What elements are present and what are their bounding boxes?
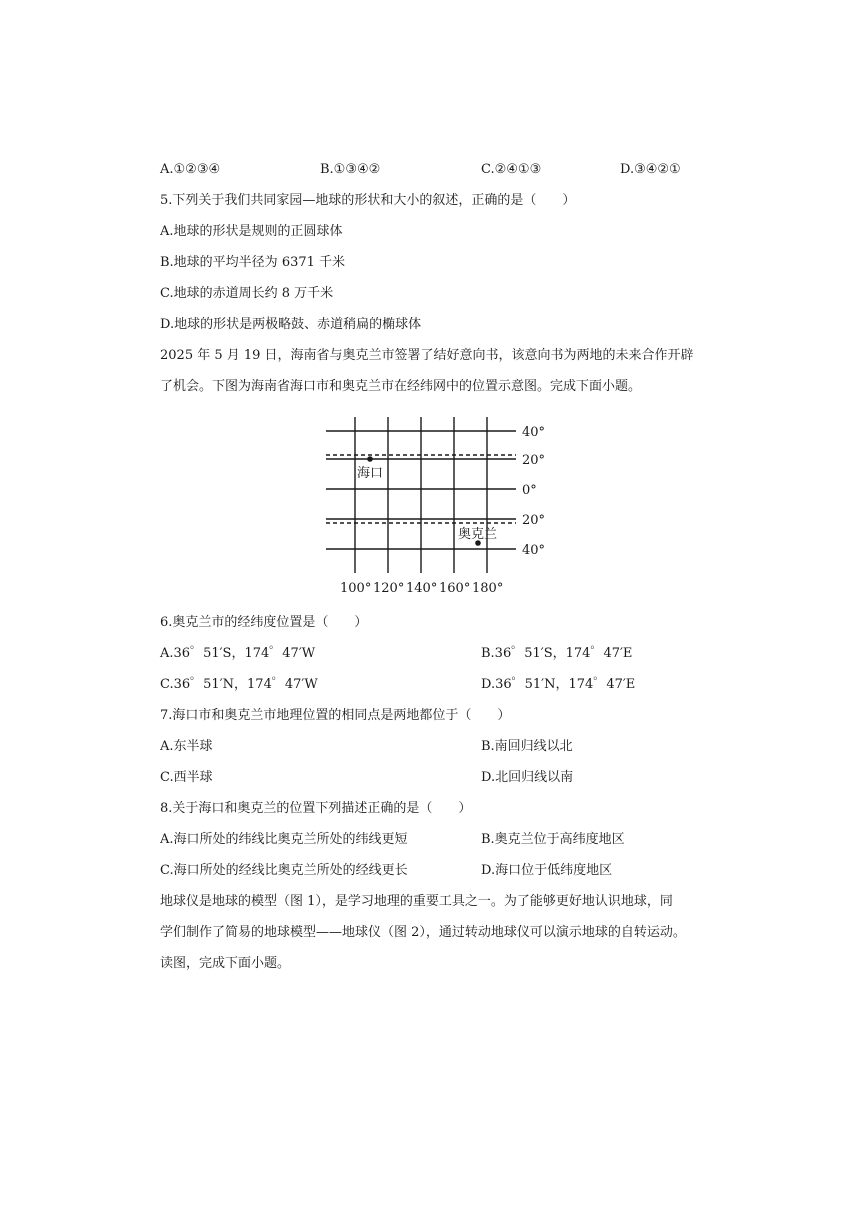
lon-label-100: 100°	[340, 581, 372, 596]
q7-option-b: B.南回归线以北	[481, 739, 573, 754]
lat-lon-grid-map	[318, 413, 558, 598]
q7-option-c: C.西半球	[160, 770, 213, 785]
lon-label-160: 160°	[439, 581, 471, 596]
q8-option-c: C.海口所处的经线比奥克兰所处的经线更长	[160, 863, 408, 878]
lon-label-140: 140°	[406, 581, 438, 596]
q8-stem: 8.关于海口和奥克兰的位置下列描述正确的是（ ）	[160, 801, 472, 816]
q4-option-b: B.①③④②	[320, 162, 381, 177]
lat-label-40n: 40°	[522, 425, 546, 440]
lat-label-40s: 40°	[522, 543, 546, 558]
q5-option-a: A.地球的形状是规则的正圆球体	[160, 224, 343, 239]
q5-option-c: C.地球的赤道周长约 8 万千米	[160, 286, 334, 301]
haikou-label: 海口	[357, 466, 384, 481]
q4-option-d: D.③④②①	[620, 162, 681, 177]
lat-label-20s: 20°	[522, 513, 546, 528]
auckland-label: 奥克兰	[458, 527, 498, 542]
q5-option-d: D.地球的形状是两极略鼓、赤道稍扁的椭球体	[160, 317, 422, 332]
passage1-line-1: 2025 年 5 月 19 日，海南省与奥克兰市签署了结好意向书，该意向书为两地的未来合作开辟	[160, 348, 694, 363]
q4-option-a: A.①②③④	[160, 162, 221, 177]
passage2-line-3: 读图，完成下面小题。	[160, 956, 291, 971]
lon-label-180: 180°	[472, 581, 504, 596]
grid-lines	[326, 417, 516, 573]
q6-option-b: B.36゜51′S，174゜47′E	[481, 646, 633, 661]
q7-option-a: A.东半球	[160, 739, 213, 754]
q5-option-b: B.地球的平均半径为 6371 千米	[160, 255, 346, 270]
haikou-point	[367, 456, 373, 462]
lat-label-20n: 20°	[522, 453, 546, 468]
passage2-line-2: 学们制作了简易的地球模型——地球仪（图 2），通过转动地球仪可以演示地球的自转运动。	[160, 925, 686, 940]
q6-stem: 6.奥克兰市的经纬度位置是（ ）	[160, 615, 368, 630]
q8-option-d: D.海口位于低纬度地区	[481, 863, 613, 878]
q4-option-c: C.②④①③	[481, 162, 542, 177]
q7-option-d: D.北回归线以南	[481, 770, 574, 785]
lat-label-0: 0°	[522, 483, 537, 498]
q5-stem: 5.下列关于我们共同家园—地球的形状和大小的叙述，正确的是（ ）	[160, 193, 576, 208]
passage2-line-1: 地球仪是地球的模型（图 1），是学习地理的重要工具之一。为了能够更好地认识地球，同	[160, 894, 673, 909]
passage1-line-2: 了机会。下图为海南省海口市和奥克兰市在经纬网中的位置示意图。完成下面小题。	[160, 379, 642, 394]
q6-option-a: A.36゜51′S，174゜47′W	[160, 646, 316, 661]
q6-option-d: D.36゜51′N，174゜47′E	[481, 677, 636, 692]
q8-option-b: B.奥克兰位于高纬度地区	[481, 832, 625, 847]
q7-stem: 7.海口市和奥克兰市地理位置的相同点是两地都位于（ ）	[160, 708, 511, 723]
q8-option-a: A.海口所处的纬线比奥克兰所处的纬线更短	[160, 832, 408, 847]
lon-label-120: 120°	[373, 581, 405, 596]
q6-option-c: C.36゜51′N，174゜47′W	[160, 677, 318, 692]
